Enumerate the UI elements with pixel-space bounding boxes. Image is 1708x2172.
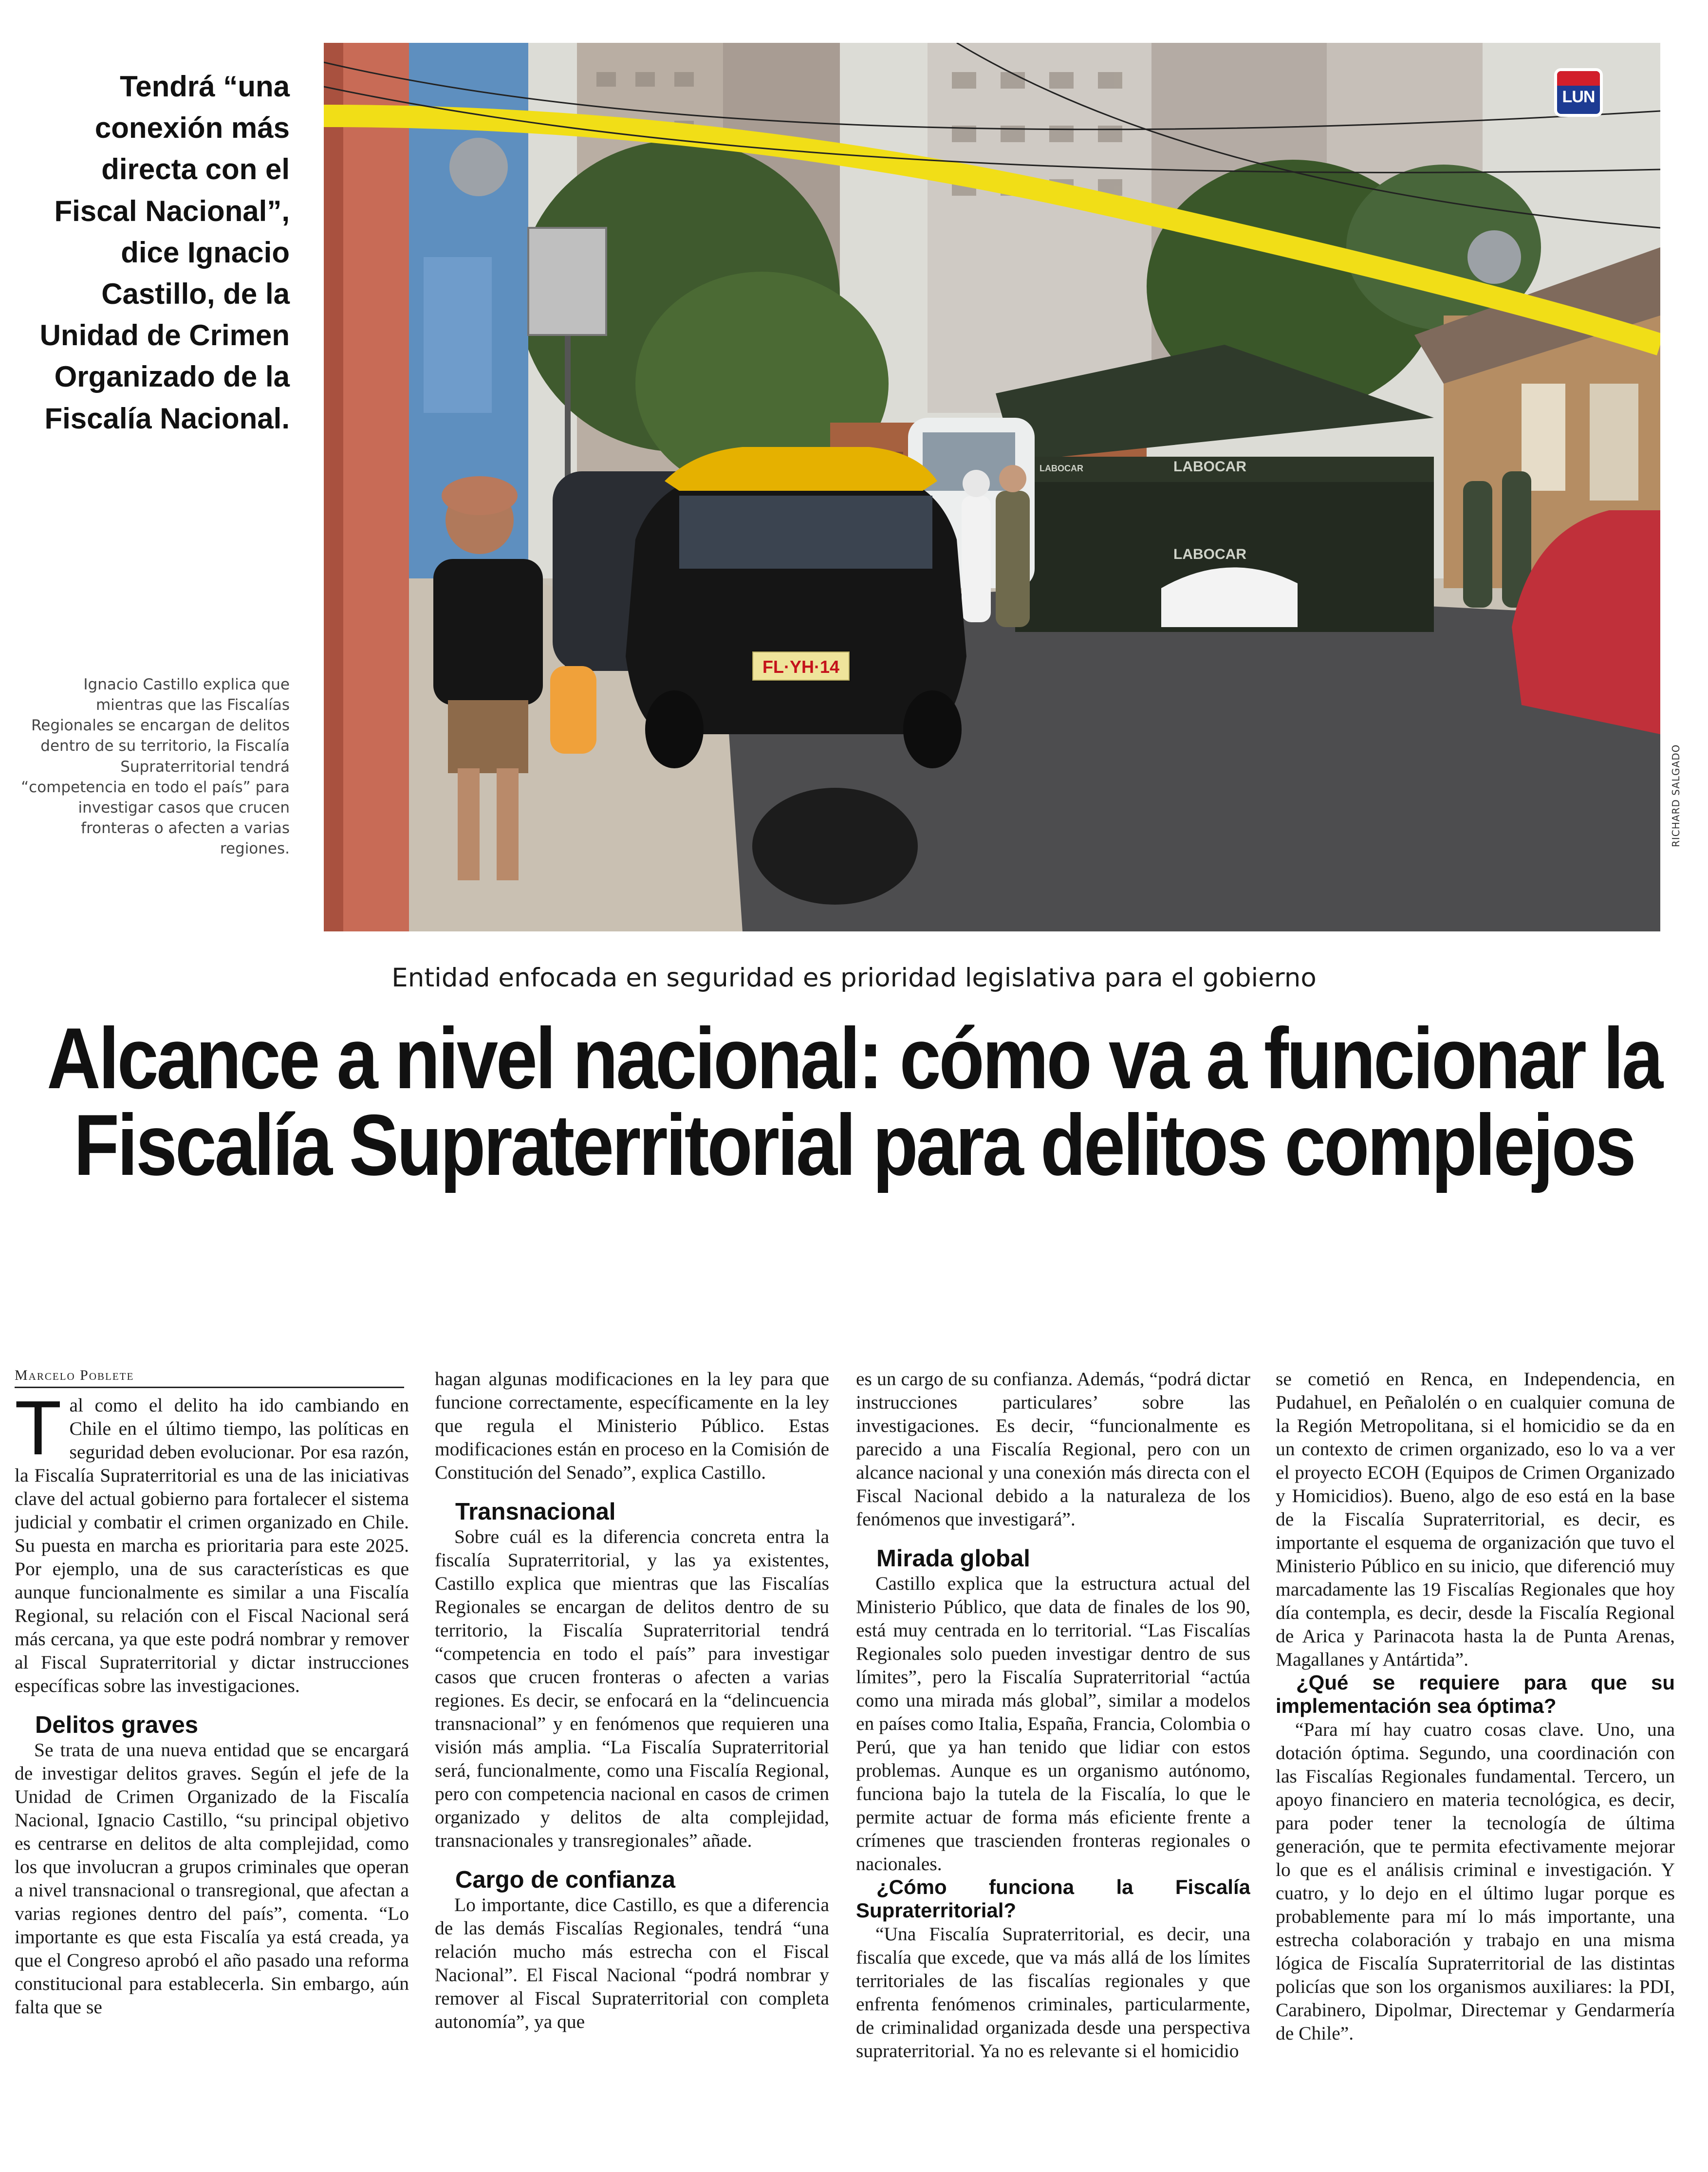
paragraph: Sobre cuál es la diferencia concreta entra la fiscalía Supraterritorial, y las ya existentes, Castillo explica que mientras que las Fiscalías Regionales se encargan de delitos dentro de su territorio, la Fiscalía Supraterritorial tendrá “competencia en todo el país” para investigar casos que crucen fronteras o afecten a varias regiones. Es decir, se enfocará en la “delincuencia transnacional” y en fenómenos que requieren una visión más amplia. “La Fiscalía Supraterritorial será, funcionalmente, como una Fiscalía Regional, pero con competencia nacional en casos de crimen organizado y delitos de alta complejidad, transnacionales y transregionales” añade. [435, 1526, 829, 1851]
building-bg-3 [928, 43, 1151, 413]
tent-label-front: LABOCAR [1173, 546, 1246, 562]
paragraph: “Una Fiscalía Supraterritorial, es decir, una fiscalía que excede, que va más allá de los límites territoriales de las fiscalías regionales y que enfrenta fenómenos criminales, particularmente, de criminalidad organizada desde una perspectiva supraterritorial. Ya no es relevante si el homicidio [856, 1923, 1250, 2061]
column-1 [15, 1393, 409, 2153]
question-como-funciona: ¿Cómo funciona la Fiscalía Supraterritorial? [856, 1875, 1250, 1922]
subhead-delitos-graves: Delitos graves [35, 1712, 198, 1738]
paragraph: hagan algunas modificaciones en la ley para que funcione correctamente, específicamente en la ley que regula el Ministerio Público. Estas modificaciones están en proceso en la Comisión de Constitución del Senado”, explica Castillo. [435, 1368, 829, 1483]
intro-text: al como el delito ha ido cambiando en Chile en el último tiempo, las políticas en seguridad deben evolucionar. Por esa razón, la Fiscalía Supraterritorial es una de las iniciativas clave del actual gobierno para fortalecer el sistema judicial y combatir el crimen organizado en Chile. Su puesta en marcha es prioritaria para este 2025. Por ejemplo, una de sus características es que aunque funcionalmente es similar a una Fiscalía Regional, su relación con el Fiscal Nacional será más cercana, ya que este podrá nombrar y remover al Fiscal Supraterritorial y dictar instrucciones específicas sobre las investigaciones. [15, 1394, 409, 1696]
taxi-plate-text: FL·YH·14 [762, 657, 840, 677]
police-officer [996, 491, 1030, 627]
column-2 [435, 1367, 829, 2156]
tent-label-side: LABOCAR [1040, 464, 1083, 473]
column-3 [856, 1367, 1250, 2156]
police-officer-2 [1463, 481, 1492, 608]
paragraph: Se trata de una nueva entidad que se encargará de investigar delitos graves. Según el jefe de la Unidad de Crimen Organizado de la Fiscalía Nacional, Ignacio Castillo, “su principal objetivo es centrarse en delitos de alta complejidad, como los que involucran a grupos criminales que operan a nivel transnacional o transregional, que afectan a varias regiones dentro del país”, comenta. “Lo importante es que esta Fiscalía ya está creada, ya que el Congreso aprobó el año pasado una reforma constitucional para establecerla. Sin embargo, aún falta que se [15, 1739, 409, 2018]
forensic-officer [962, 496, 991, 622]
headline: Alcance a nivel nacional: cómo va a funcionar la Fiscalía Supraterritorial para delitos complejos [47, 1010, 1661, 1193]
column-4 [1276, 1367, 1675, 2156]
kicker: Entidad enfocada en seguridad es prioridad legislativa para el gobierno [391, 963, 1317, 993]
subhead-mirada-global: Mirada global [876, 1545, 1030, 1572]
street-scene-illustration [324, 43, 1660, 931]
byline: Marcelo Poblete [15, 1367, 404, 1388]
satellite-dish-icon [449, 138, 508, 196]
question-que-se-requiere: ¿Qué se requiere para que su implementación sea óptima? [1276, 1671, 1675, 1717]
paragraph: se cometió en Renca, en Independencia, en Pudahuel, en Peñalolén o en cualquier comuna de la Región Metropolitana, si el homicidio se da en un contexto de crimen organizado, eso lo va a ver el proyecto ECOH (Equipos de Crimen Organizado y Homicidios). Bueno, algo de eso está en la base de la Fiscalía Supraterritorial, es decir, es importante el esquema de organización que tuvo el Ministerio Público en su inicio, que diferenció muy marcadamente las 19 Fiscalías Regionales que hoy día contempla, es decir, desde la Fiscalía Regional de Arica y Parinacota hasta la de Punta Arenas, Magallanes y Antártida”. [1276, 1368, 1675, 1670]
orange-bag [550, 666, 596, 754]
paragraph: “Para mí hay cuatro cosas clave. Uno, una dotación óptima. Segundo, una coordinación con las Fiscalías Regionales fundamental. Tercero, un apoyo financiero en materia tecnológica, es decir, para poder tener la tecnología de última generación, que te permita efectivamente mejorar lo que es el análisis criminal e investigación. Y cuatro, y lo dejo en el último lugar porque es probablemente para mí lo más importante, una estrecha colaboración y trabajo en una misma lógica de Fiscalía Supraterritorial de las distintas policías que son los organismos auxiliares: la PDI, Carabinero, Dipolmar, Directemar y Gendarmería de Chile”. [1276, 1719, 1675, 2044]
headline-wrap [0, 1010, 1708, 1193]
garbage-bag [752, 788, 918, 905]
dropcap: T [15, 1393, 62, 1471]
street-sign [528, 228, 606, 335]
paragraph: Lo importante, dice Castillo, es que a diferencia de las demás Fiscalías Regionales, tendrá “una relación mucho más estrecha con el Fiscal Nacional”. El Fiscal Nacional “podrá nombrar y remover al Fiscal Supraterritorial con completa autonomía”, ya que [435, 1894, 829, 2032]
pedestrian [433, 559, 543, 705]
paragraph-intro [15, 1393, 409, 1697]
tent-label-top: LABOCAR [1173, 459, 1246, 475]
lun-logo-text: LUN [1562, 88, 1595, 106]
subhead-transnacional: Transnacional [455, 1499, 616, 1525]
photo-credit-text: RICHARD SALGADO [1670, 744, 1682, 847]
lun-logo [1554, 68, 1603, 117]
main-photo [324, 43, 1660, 931]
paragraph: Castillo explica que la estructura actual del Ministerio Público, que data de finales de los 90, está muy centrada en lo territorial. “Las Fiscalías Regionales solo pueden investigar dentro de sus límites”, pero la Fiscalía Supraterritorial “actúa como una mirada más global”, similar a modelos en países como Italia, España, Francia, Colombia o Perú, que ya han tenido que lidiar con estos problemas. Aunque es un organismo autónomo, funciona bajo la tutela de la Fiscalía, lo que le permite actuar de forma más eficiente frente a crímenes que trascienden fronteras regionales o nacionales. [856, 1573, 1250, 1875]
pull-quote: Tendrá “una conexión más directa con el Fiscal Nacional”, dice Ignacio Castillo, de la Unidad de Crimen Organizado de la Fiscalía Nacional. [39, 70, 290, 435]
taxi-windshield [679, 496, 932, 569]
paragraph: es un cargo de su confianza. Además, “podrá dictar instrucciones particulares’ sobre las investigaciones. Es decir, “funcionalmente es parecido a una Fiscalía Regional, pero con un alcance nacional y una conexión más directa con el Fiscal Nacional debido a la naturaleza de los fenómenos que investigará”. [856, 1368, 1250, 1530]
photo-caption: Ignacio Castillo explica que mientras que las Fiscalías Regionales se encargan de delitos dentro de su territorio, la Fiscalía Supraterritorial tendrá “competencia en todo el país” para investigar casos que crucen fronteras o afecten a varias regiones. [21, 676, 290, 858]
subhead-cargo-de-confianza: Cargo de confianza [455, 1867, 675, 1893]
